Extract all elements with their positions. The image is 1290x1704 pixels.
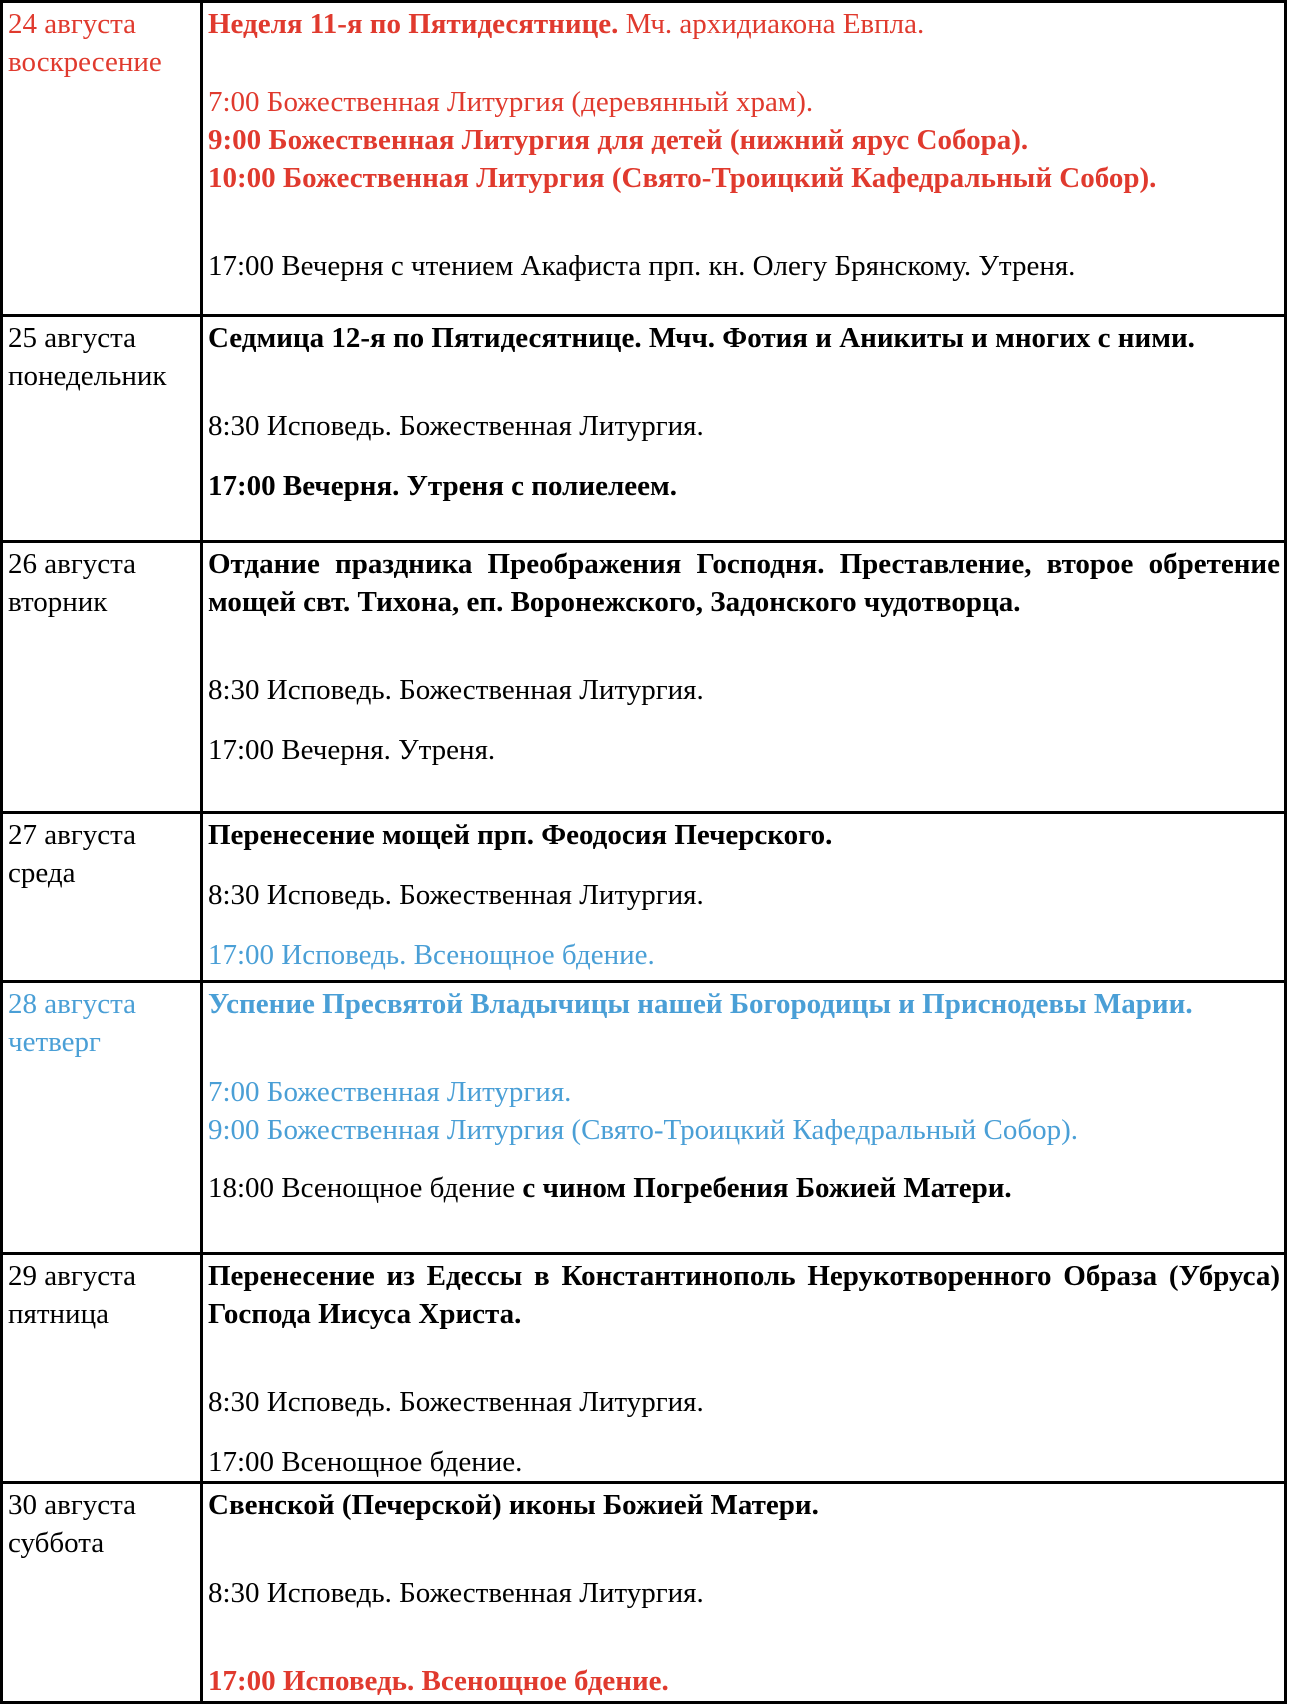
- service-line: 9:00 Божественная Литургия (Свято-Троицкий Кафедральный Собор).: [208, 1114, 1078, 1146]
- feast-title: Седмица 12-я по Пятидесятнице. Мчч. Фотия и Аникиты и многих с ними.: [208, 322, 1195, 354]
- service-line: 10:00 Божественная Литургия (Свято-Троицкий Кафедральный Собор).: [208, 162, 1157, 194]
- feast-title-rest: Мч. архидиакона Евпла.: [618, 8, 925, 40]
- schedule-row: [2, 316, 1286, 542]
- schedule-row: [2, 542, 1286, 813]
- date-cell: [2, 542, 202, 813]
- schedule-row: [2, 813, 1286, 982]
- services-cell: [202, 1254, 1286, 1483]
- feast-title: Перенесение мощей прп. Феодосия Печерского.: [208, 819, 833, 851]
- date-cell: [2, 2, 202, 316]
- weekday-label: четверг: [8, 1026, 101, 1058]
- feast-title: Перенесение из Едессы в Константинополь Нерукотворенного Образа (Убруса) Господа Иисуса Христа.: [208, 1260, 1280, 1330]
- service-line-plain: 18:00 Всенощное бдение: [208, 1172, 523, 1204]
- schedule-row: [2, 1483, 1286, 1703]
- weekday-label: вторник: [8, 586, 108, 618]
- feast-title: [208, 5, 1280, 43]
- date-cell: [2, 1254, 202, 1483]
- service-line-bold: с чином Погребения Божией Матери.: [522, 1172, 1012, 1204]
- service-line: 7:00 Божественная Литургия (деревянный храм).: [208, 86, 814, 118]
- services-cell: [202, 2, 1286, 316]
- service-line: 17:00 Вечерня. Утреня с полиелеем.: [208, 470, 677, 502]
- weekday-label: пятница: [8, 1298, 109, 1330]
- service-line: 7:00 Божественная Литургия.: [208, 1076, 572, 1108]
- weekday-label: среда: [8, 857, 76, 889]
- date-label: 28 августа: [8, 988, 136, 1020]
- feast-title-bold: Неделя 11-я по Пятидесятнице.: [208, 8, 619, 40]
- service-line: 8:30 Исповедь. Божественная Литургия.: [208, 674, 704, 706]
- service-line: 8:30 Исповедь. Божественная Литургия.: [208, 1577, 704, 1609]
- service-line: 8:30 Исповедь. Божественная Литургия.: [208, 410, 704, 442]
- date-cell: [2, 982, 202, 1254]
- date-label: 26 августа: [8, 548, 136, 580]
- feast-title: Успение Пресвятой Владычицы нашей Богородицы и Приснодевы Марии.: [208, 988, 1193, 1020]
- date-label: 30 августа: [8, 1489, 136, 1521]
- weekday-label: понедельник: [8, 360, 167, 392]
- date-label: 27 августа: [8, 819, 136, 851]
- service-line: 17:00 Исповедь. Всенощное бдение.: [208, 939, 655, 971]
- feast-title: Отдание праздника Преображения Господня. Преставление, второе обретение мощей свт. Тихона, еп. Воронежского, Задонского чудотворца.: [208, 548, 1280, 618]
- service-line: [208, 1169, 1280, 1207]
- service-line: 17:00 Вечерня с чтением Акафиста прп. кн. Олегу Брянскому. Утреня.: [208, 250, 1076, 282]
- date-label: 29 августа: [8, 1260, 136, 1292]
- services-cell: [202, 1483, 1286, 1703]
- date-label: 24 августа: [8, 8, 136, 40]
- weekday-label: суббота: [8, 1527, 105, 1559]
- schedule-row: [2, 982, 1286, 1254]
- service-line: 17:00 Исповедь. Всенощное бдение.: [208, 1665, 669, 1697]
- date-cell: [2, 316, 202, 542]
- date-label: 25 августа: [8, 322, 136, 354]
- weekday-label: воскресение: [8, 46, 162, 78]
- service-line: 8:30 Исповедь. Божественная Литургия.: [208, 879, 704, 911]
- services-cell: [202, 982, 1286, 1254]
- schedule-row: [2, 2, 1286, 316]
- service-line: 17:00 Вечерня. Утреня.: [208, 734, 496, 766]
- date-cell: [2, 813, 202, 982]
- service-line: 17:00 Всенощное бдение.: [208, 1446, 523, 1478]
- schedule-row: [2, 1254, 1286, 1483]
- date-cell: [2, 1483, 202, 1703]
- services-cell: [202, 542, 1286, 813]
- service-line: 8:30 Исповедь. Божественная Литургия.: [208, 1386, 704, 1418]
- services-cell: [202, 813, 1286, 982]
- services-cell: [202, 316, 1286, 542]
- feast-title: Свенской (Печерской) иконы Божией Матери.: [208, 1489, 819, 1521]
- service-line: 9:00 Божественная Литургия для детей (нижний ярус Собора).: [208, 124, 1029, 156]
